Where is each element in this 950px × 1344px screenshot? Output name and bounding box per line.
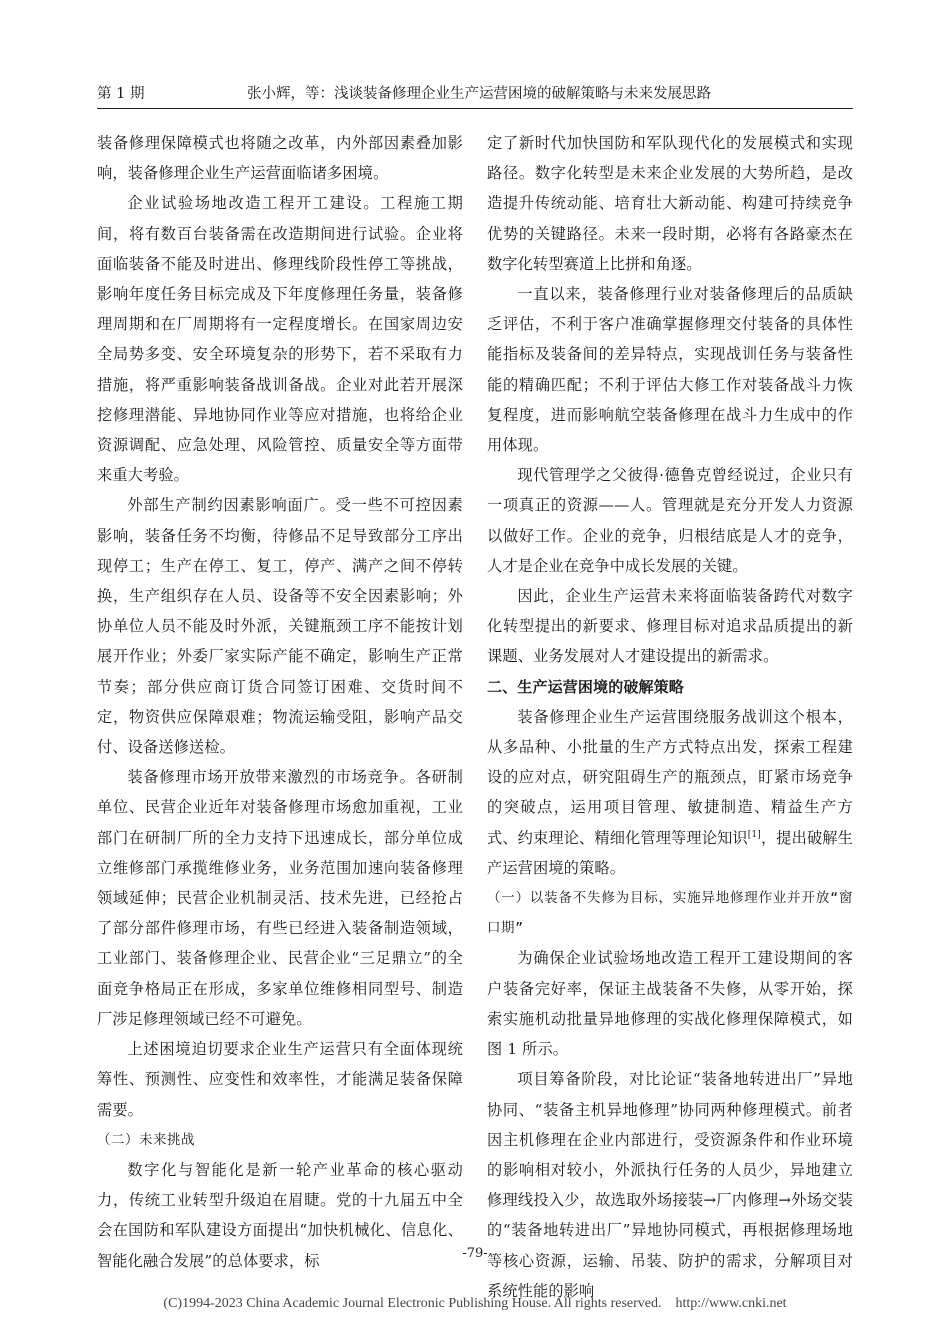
paragraph: 数字化与智能化是新一轮产业革命的核心驱动力，传统工业转型升级迫在眉睫。党的十九届五中全会在国防和军队建设方面提出“加快机械化、信息化、智能化融合发展”的总体要求，标 — [97, 1160, 463, 1270]
issue-label: 第 1 期 — [97, 86, 145, 102]
paragraph: 因此，企业生产运营未来将面临装备跨代对数字化转型提出的新要求、修理目标对追求品质提出的新课题、业务发展对人才建设提出的新需求。 — [487, 587, 853, 666]
running-title: 张小辉，等：浅谈装备修理企业生产运营困境的破解策略与未来发展思路 — [247, 86, 711, 102]
paragraph: 外部生产制约因素影响面广。受一些不可控因素影响，装备任务不均衡，待修品不足导致部分工序出现停工；生产在停工、复工，停产、满产之间不停转换，生产组织存在人员、设备等不安全因素影响；外协单位人员不能及时外派，关键瓶颈工序不能按计划展开作业；外委厂家实际产能不确定，影响生产正常节奏；部分供应商订货合同签订困难、交货时间不定，物资供应保障艰难；物流运输受阻，影响产品交付、设备送修送检。 — [97, 496, 463, 757]
paragraph-text: ，提出破解生产运营困境的策略。 — [487, 828, 853, 877]
left-column — [97, 128, 463, 1276]
right-column — [487, 128, 853, 1306]
paragraph: 企业试验场地改造工程开工建设。工程施工期间，将有数百台装备需在改造期间进行试验。企业将面临装备不能及时进出、修理线阶段性停工等挑战，影响年度任务目标完成及下年度修理任务量，装备修理周期和在厂周期将有一定程度增长。在国家周边安全局势多变、安全环境复杂的形势下，若不采取有力措施，将严重影响装备战训备战。企业对此若开展深挖修理潜能、异地协同作业等应对措施，也将给企业资源调配、应急处理、风险管控、质量安全等方面带来重大考验。 — [97, 194, 463, 485]
paragraph — [487, 702, 853, 883]
section-heading: 二、生产运营困境的破解策略 — [487, 677, 684, 696]
paragraph: 现代管理学之父彼得·德鲁克曾经说过，企业只有一项真正的资源——人。管理就是充分开发人力资源以做好工作。企业的竞争，归根结底是人才的竞争，人才是企业在竞争中成长发展的关键。 — [487, 466, 853, 575]
paragraph: 项目筹备阶段，对比论证“装备地转进出厂”异地协同、“装备主机异地修理”协同两种修理模式。前者因主机修理在企业内部进行，受资源条件和作业环境的影响相对较小，外派执行任务的人员少，异地建立修理线投入少，故选取外场接装→厂内修理→外场交装的“装备地转进出厂”异地协同模式，再根据修理场地等核心资源，运输、吊装、防护的需求，分解项目对系统性能的影响 — [487, 1070, 853, 1300]
paragraph: 上述困境迫切要求企业生产运营只有全面体现统筹性、预测性、应变性和效率性，才能满足装备保障需要。 — [97, 1040, 463, 1119]
copyright-footer: (C)1994-2023 China Academic Journal Electronic Publishing House. All rights reserved. http://www.cnki.net — [163, 1296, 787, 1311]
subsection-heading: （二）未来挑战 — [97, 1131, 195, 1148]
paragraph: 为确保企业试验场地改造工程开工建设期间的客户装备完好率，保证主战装备不失修，从零开始，探索实施机动批量异地修理的实战化修理保障模式，如图 1 所示。 — [487, 949, 853, 1059]
paragraph: 装备修理保障模式也将随之改革，内外部因素叠加影响，装备修理企业生产运营面临诸多困境。 — [97, 134, 463, 183]
citation-ref[interactable]: [1] — [747, 829, 761, 840]
paragraph: 定了新时代加快国防和军队现代化的发展模式和实现路径。数字化转型是未来企业发展的大势所趋，是改造提升传统动能、培育壮大新动能、构建可持续竞争优势的关键路径。未来一段时期，必将有各路豪杰在数字化转型赛道上比拼和角逐。 — [487, 134, 853, 273]
paragraph: 一直以来，装备修理行业对装备修理后的品质缺乏评估，不利于客户准确掌握修理交付装备的具体性能指标及装备间的差异特点，实现战训任务与装备性能的精确匹配；不利于评估大修工作对装备战斗力恢复程度，进而影响航空装备修理在战斗力生成中的作用体现。 — [487, 285, 853, 455]
subsection-heading: （一）以装备不失修为目标，实施异地修理作业并开放“窗口期” — [487, 890, 853, 937]
paragraph: 装备修理市场开放带来激烈的市场竞争。各研制单位、民营企业近年对装备修理市场愈加重视，工业部门在研制厂所的全力支持下迅速成长，部分单位成立维修部门承揽维修业务，业务范围加速向装备修理领域延伸；民营企业机制灵活、技术先进，已经抢占了部分部件修理市场，有些已经进入装备制造领域，工业部门、装备修理企业、民营企业“三足鼎立”的全面竞争格局正在形成，多家单位维修相同型号、制造厂涉足修理领域已经不可避免。 — [97, 768, 463, 1028]
running-header — [97, 78, 853, 109]
page-number: -79- — [462, 1246, 488, 1261]
paragraph-text: 装备修理企业生产运营围绕服务战训这个根本，从多品种、小批量的生产方式特点出发，探索工程建设的应对点，研究阻碍生产的瓶颈点，盯紧市场竞争的突破点，运用项目管理、敏捷制造、精益生产方式、约束理论、精细化管理等理论知识 — [487, 707, 853, 847]
